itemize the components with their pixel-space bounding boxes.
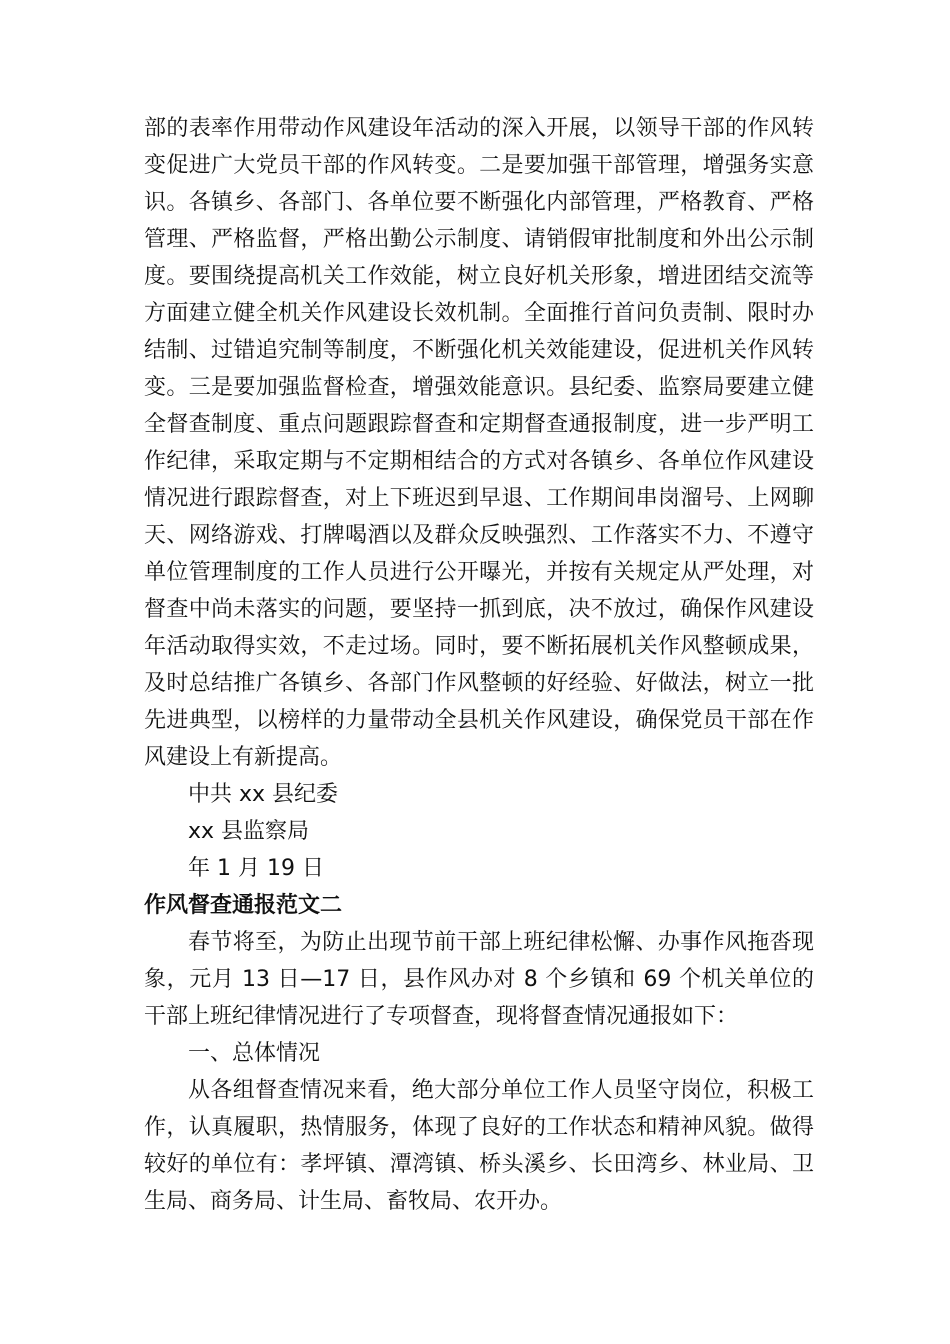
body-paragraph: 从各组督查情况来看，绝大部分单位工作人员坚守岗位，积极工作，认真履职，热情服务，体现了良好的工作状态和精神风貌。做得较好的单位有：孝坪镇、潭湾镇、桥头溪乡、长田湾乡、林业局、卫生局、商务局、计生局、畜牧局、农开办。 bbox=[144, 1078, 814, 1214]
document-body bbox=[144, 110, 814, 1220]
subheading: 一、总体情况 bbox=[188, 1041, 321, 1066]
signature-line: 中共 xx 县纪委 bbox=[188, 782, 339, 807]
body-paragraph: 春节将至，为防止出现节前干部上班纪律松懈、办事作风拖沓现象，元月 13 日—17 日，县作风办对 8 个乡镇和 69 个机关单位的干部上班纪律情况进行了专项督查，现将督查情况通报如下： bbox=[144, 930, 814, 1029]
section-title: 作风督查通报范文二 bbox=[144, 893, 343, 918]
date-line: 年 1 月 19 日 bbox=[188, 856, 324, 881]
signature-line: xx 县监察局 bbox=[188, 819, 310, 844]
body-paragraph: 部的表率作用带动作风建设年活动的深入开展，以领导干部的作风转变促进广大党员干部的作风转变。二是要加强干部管理，增强务实意识。各镇乡、各部门、各单位要不断强化内部管理，严格教育、严格管理、严格监督，严格出勤公示制度、请销假审批制度和外出公示制度。要围绕提高机关工作效能，树立良好机关形象，增进团结交流等方面建立健全机关作风建设长效机制。全面推行首问负责制、限时办结制、过错追究制等制度，不断强化机关效能建设，促进机关作风转变。三是要加强监督检查，增强效能意识。县纪委、监察局要建立健全督查制度、重点问题跟踪督查和定期督查通报制度，进一步严明工作纪律，采取定期与不定期相结合的方式对各镇乡、各单位作风建设情况进行跟踪督查，对上下班迟到早退、工作期间串岗溜号、上网聊天、网络游戏、打牌喝酒以及群众反映强烈、工作落实不力、不遵守单位管理制度的工作人员进行公开曝光，并按有关规定从严处理，对督查中尚未落实的问题，要坚持一抓到底，决不放过，确保作风建设年活动取得实效，不走过场。同时，要不断拓展机关作风整顿成果，及时总结推广各镇乡、各部门作风整顿的好经验、好做法，树立一批先进典型，以榜样的力量带动全县机关作风建设，确保党员干部在作风建设上有新提高。 bbox=[144, 116, 814, 770]
